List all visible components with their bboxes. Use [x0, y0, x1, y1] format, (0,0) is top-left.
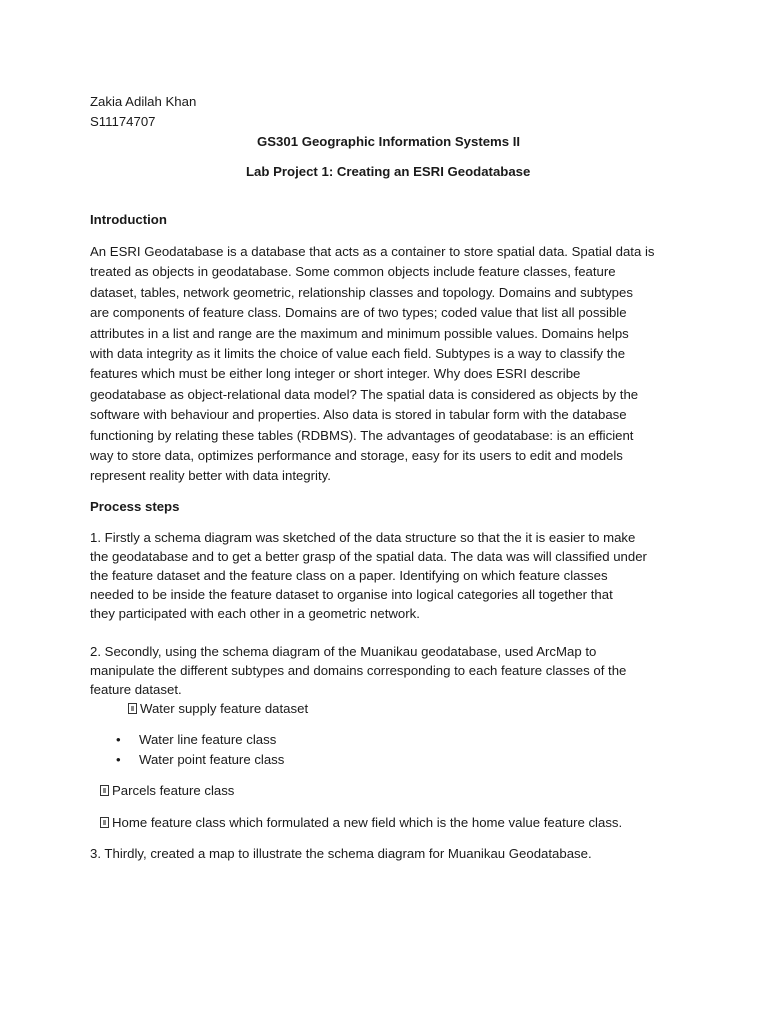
water-supply-item [128, 699, 308, 719]
intro-line: are components of feature class. Domains are of two types; coded value that list all possible [90, 305, 627, 321]
project-title: Lab Project 1: Creating an ESRI Geodatabase [246, 164, 531, 179]
water-supply-label: Water supply feature dataset [140, 701, 309, 716]
intro-line: dataset, tables, network geometric, relationship classes and topology. Domains and subtypes [90, 284, 633, 300]
step2-line: 2. Secondly, using the schema diagram of the Muanikau geodatabase, used ArcMap to [90, 644, 597, 659]
missing-glyph-icon [128, 703, 137, 714]
introduction-paragraph [90, 242, 655, 487]
missing-glyph-icon [100, 785, 109, 796]
process-steps-heading: Process steps [90, 499, 180, 514]
student-id: S11174707 [90, 114, 156, 129]
missing-glyph-icon [100, 817, 109, 828]
step1-line: 1. Firstly a schema diagram was sketched of the data structure so that the it is easier to make [90, 530, 636, 545]
bullet-icon: • [116, 732, 121, 747]
bullet-item-water-point: Water point feature class [139, 752, 285, 767]
step2-line: manipulate the different subtypes and domains corresponding to each feature classes of the [90, 663, 627, 678]
intro-line: features which must be either long integer or short integer. Why does ESRI describe [90, 366, 581, 382]
intro-line: with data integrity as it limits the choice of value each field. Subtypes is a way to classify the [90, 346, 626, 362]
step1-line: needed to be inside the feature dataset to organise into logical categories all together that [90, 587, 613, 602]
step3-text: 3. Thirdly, created a map to illustrate the schema diagram for Muanikau Geodatabase. [90, 846, 592, 861]
author-name: Zakia Adilah Khan [90, 94, 197, 109]
course-title: GS301 Geographic Information Systems II [257, 134, 521, 149]
intro-line: functioning by relating these tables (RDBMS). The advantages of geodatabase: is an efficient [90, 427, 634, 443]
bullet-icon: • [116, 752, 121, 767]
home-label: Home feature class which formulated a new field which is the home value feature class. [112, 815, 623, 830]
step1-line: they participated with each other in a geometric network. [90, 606, 420, 621]
intro-line: treated as objects in geodatabase. Some common objects include feature classes, feature [90, 264, 616, 280]
step2-paragraph [90, 642, 650, 699]
intro-line: geodatabase as object-relational data model? The spatial data is considered as objects by the [90, 386, 639, 402]
intro-line: attributes in a list and range are the maximum and minimum possible values. Domains helps [90, 325, 629, 341]
intro-line: way to store data, optimizes performance and storage, easy for its users to edit and models [90, 448, 623, 464]
bullet-item-water-line: Water line feature class [139, 732, 277, 747]
step2-line: feature dataset. [90, 682, 182, 697]
parcels-label: Parcels feature class [112, 783, 235, 798]
intro-line: An ESRI Geodatabase is a database that acts as a container to store spatial data. Spatial data is [90, 244, 655, 259]
step1-line: the feature dataset and the feature class on a paper. Identifying on which feature classes [90, 568, 608, 583]
step1-line: the geodatabase and to get a better grasp of the spatial data. The data was will classified under [90, 549, 647, 564]
step1-paragraph [90, 528, 650, 623]
parcels-item [100, 781, 234, 801]
introduction-heading: Introduction [90, 212, 167, 227]
intro-line: represent reality better with data integrity. [90, 468, 331, 484]
intro-line: software with behaviour and properties. Also data is stored in tabular form with the database [90, 407, 627, 423]
home-item [100, 813, 622, 833]
